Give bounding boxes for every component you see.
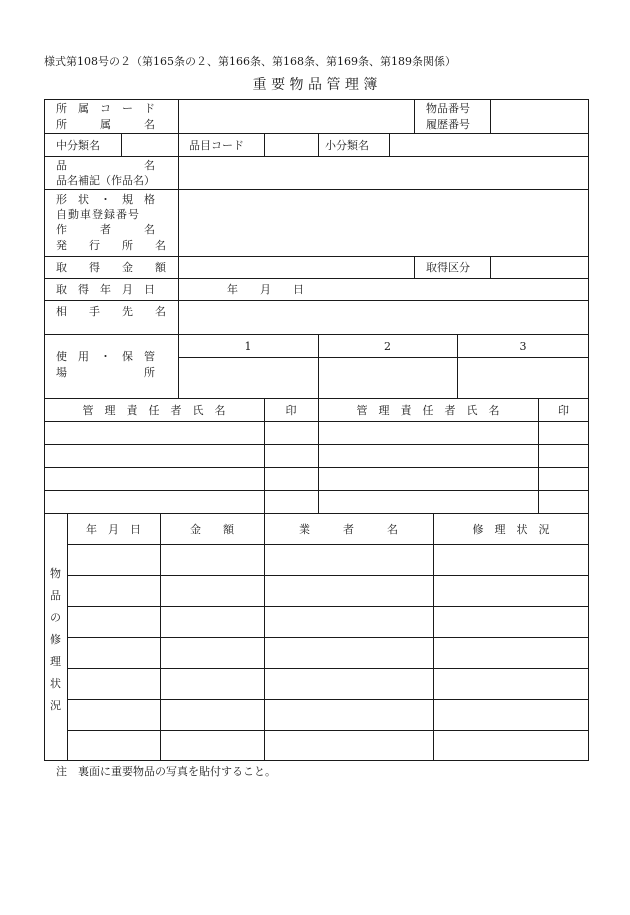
- label-repair-amount: 金 額: [190, 523, 234, 536]
- column-header-2: 2: [384, 340, 391, 353]
- repair-side-char: 状: [50, 677, 61, 690]
- label-manager-name-right: 管 理 責 任 者 氏 名: [356, 404, 500, 417]
- label-publisher: 発 行 所 名: [56, 239, 166, 252]
- form-number: 様式第108号の２（第165条の２、第166条、第168条、第169条、第189条関係）: [44, 55, 456, 68]
- label-use-storage-1: 使 用 ・ 保 管: [56, 350, 155, 363]
- label-repair-status: 修 理 状 況: [472, 523, 550, 536]
- label-acquisition-date: 取 得 年 月 日: [56, 283, 155, 296]
- column-header-1: 1: [244, 340, 252, 353]
- page-title: 重 要 物 品 管 理 簿: [252, 77, 378, 93]
- repair-side-char: 理: [50, 655, 61, 668]
- acquisition-date-placeholder: 年 月 日: [227, 283, 304, 296]
- label-item-name-note: 品名補記（作品名）: [56, 174, 155, 187]
- label-history-number: 履歴番号: [426, 118, 470, 131]
- repair-side-char: 況: [50, 699, 61, 712]
- repair-side-char: 物: [50, 567, 61, 580]
- label-seal-right: 印: [558, 404, 569, 417]
- label-use-storage-2: 場 所: [56, 366, 155, 379]
- label-repair-vendor: 業 者 名: [299, 523, 398, 536]
- label-acquisition-amount: 取 得 金 額: [56, 261, 166, 274]
- label-mid-category: 中分類名: [56, 139, 100, 152]
- label-seal-left: 印: [285, 404, 297, 417]
- label-shape-spec: 形 状 ・ 規 格: [56, 193, 155, 206]
- label-vehicle-reg: 自動車登録番号: [56, 208, 140, 221]
- label-counterparty: 相 手 先 名: [56, 305, 166, 318]
- label-author: 作 者 名: [56, 223, 155, 236]
- label-item-name: 品 名: [56, 159, 155, 172]
- label-manager-name-left: 管 理 責 任 者 氏 名: [82, 404, 226, 417]
- label-item-code: 品目コード: [189, 139, 244, 152]
- repair-side-char: 修: [50, 633, 61, 646]
- label-acquisition-type: 取得区分: [426, 261, 470, 274]
- repair-side-char: 品: [50, 589, 61, 602]
- label-item-number: 物品番号: [426, 102, 470, 115]
- label-shozoku-code: 所 属 コ ー ド: [56, 102, 155, 115]
- column-header-3: 3: [519, 340, 527, 353]
- label-repair-date: 年 月 日: [86, 523, 141, 536]
- repair-side-char: の: [50, 611, 61, 624]
- label-shozoku-name: 所 属 名: [56, 118, 155, 131]
- label-small-category: 小分類名: [325, 139, 369, 152]
- footer-note: 注 裏面に重要物品の写真を貼付すること。: [56, 765, 276, 778]
